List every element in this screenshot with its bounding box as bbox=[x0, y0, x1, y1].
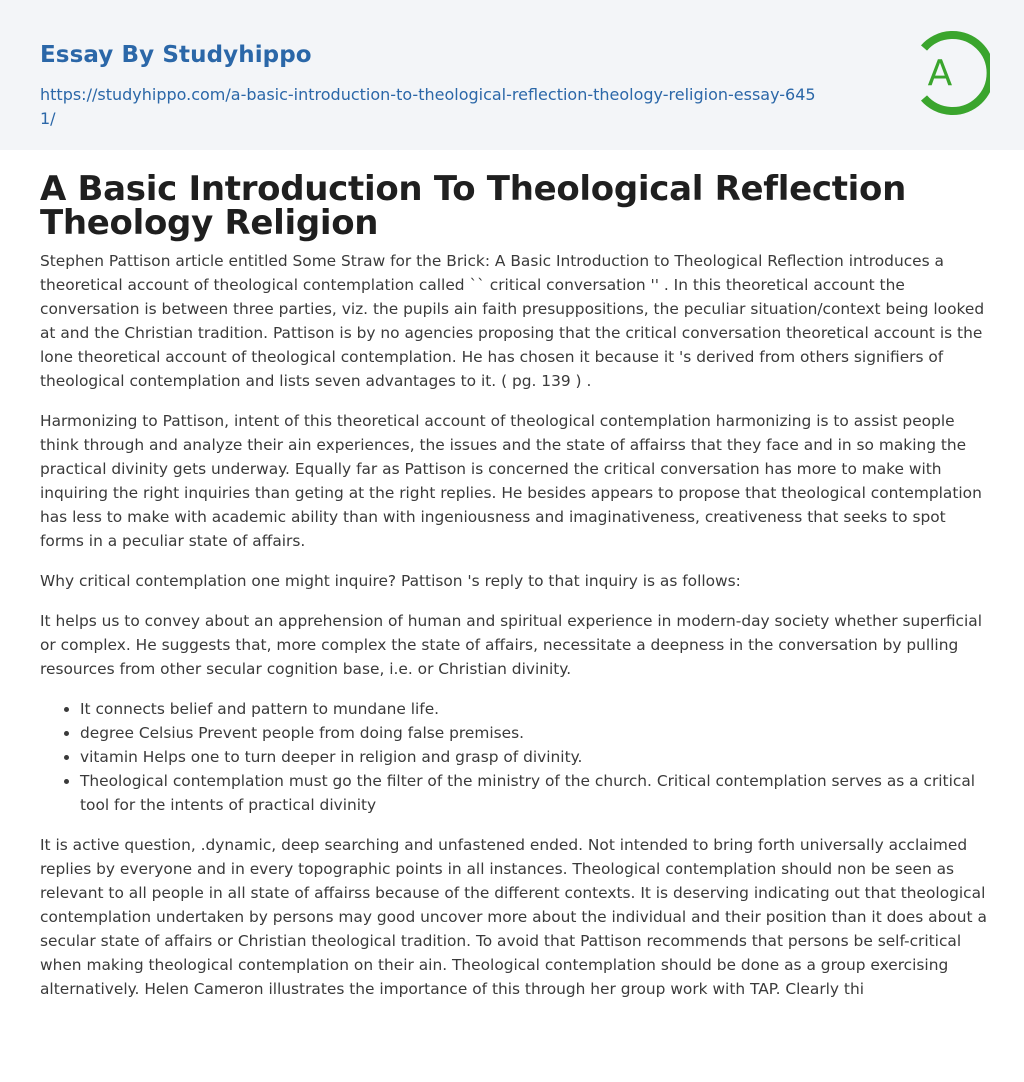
source-url-link[interactable]: https://studyhippo.com/a-basic-introduction-to-theological-reflection-theology-religion-essay-6451/ bbox=[40, 85, 816, 128]
advantages-list bbox=[40, 697, 988, 817]
list-item: • vitamin Helps one to turn deeper in religion and grasp of divinity. bbox=[80, 745, 988, 769]
paragraph-5: It is active question, .dynamic, deep searching and unfastened ended. Not intended to bring forth universally acclaimed replies by everyone and in every topographic points in all instances. Theological contemplation should non be seen as relevant to all people in all state of affairss because of the different contexts. It is deserving indicating out that theological contemplation undertaken by persons may good uncover more about the individual and their position than it does about a secular state of affairs or Christian theological tradition. To avoid that Pattison recommends that persons be self-critical when making theological contemplation on their ain. Theological contemplation should be done as a group exercising alternatively. Helen Cameron illustrates the importance of this through her group work with TAP. Clearly thi bbox=[40, 836, 987, 998]
paragraph-3: Why critical contemplation one might inquire? Pattison 's reply to that inquiry is as follows: bbox=[40, 572, 741, 590]
circular-a-logo-icon[interactable] bbox=[910, 28, 990, 118]
article-body bbox=[40, 169, 988, 1001]
list-item: • Theological contemplation must go the filter of the ministry of the church. Critical contemplation serves as a critical tool for the intents of practical divinity bbox=[80, 769, 988, 817]
logo-letter: A bbox=[927, 53, 953, 94]
site-brand[interactable]: Essay By Studyhippo bbox=[40, 42, 312, 68]
list-item: • It connects belief and pattern to mundane life. bbox=[80, 697, 988, 721]
site-header bbox=[0, 0, 1024, 150]
article-title: A Basic Introduction To Theological Reflection Theology Religion bbox=[40, 169, 906, 243]
paragraph-4: It helps us to convey about an apprehension of human and spiritual experience in modern-day society whether superficial or complex. He suggests that, more complex the state of affairs, necessitate a deepness in the conversation by pulling resources from other secular cognition base, i.e. or Christian divinity. bbox=[40, 612, 982, 678]
paragraph-1: Stephen Pattison article entitled Some Straw for the Brick: A Basic Introduction to Theological Reflection introduces a theoretical account of theological contemplation called `` critical conversation '' . In this theoretical account the conversation is between three parties, viz. the pupils ain faith presuppositions, the peculiar situation/context being looked at and the Christian tradition. Pattison is by no agencies proposing that the critical conversation theoretical account is the lone theoretical account of theological contemplation. He has chosen it because it 's derived from others signifiers of theological contemplation and lists seven advantages to it. ( pg. 139 ) . bbox=[40, 252, 985, 390]
paragraph-2: Harmonizing to Pattison, intent of this theoretical account of theological contemplation harmonizing is to assist people think through and analyze their ain experiences, the issues and the state of affairss that they face and in so making the practical divinity gets underway. Equally far as Pattison is concerned the critical conversation has more to make with inquiring the right inquiries than geting at the right replies. He besides appears to propose that theological contemplation has less to make with academic ability than with ingeniousness and imaginativeness, creativeness that seeks to spot forms in a peculiar state of affairs. bbox=[40, 412, 982, 550]
list-item: • degree Celsius Prevent people from doing false premises. bbox=[80, 721, 988, 745]
